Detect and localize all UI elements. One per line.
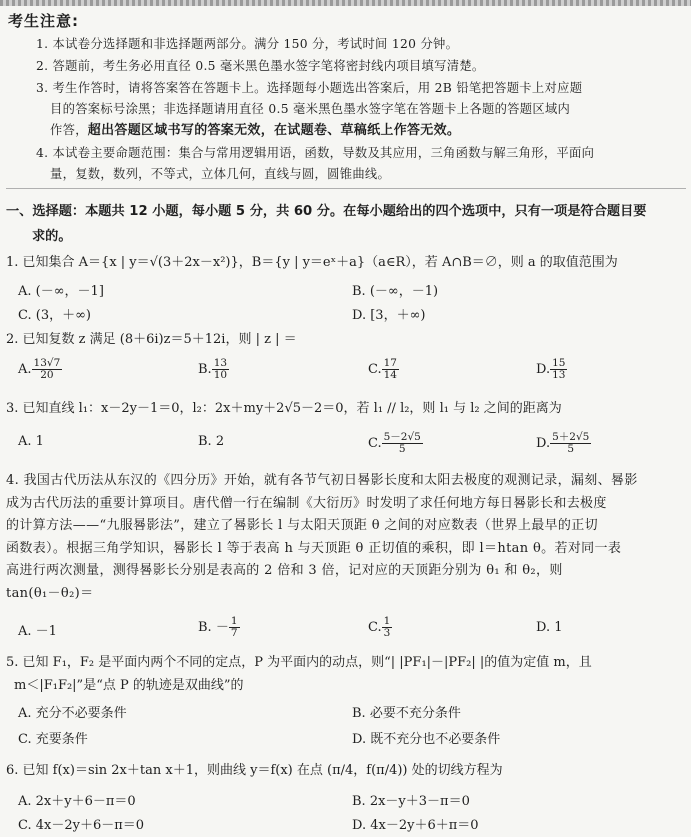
q6-option-a[interactable]: A. 2x＋y＋6－π＝0 <box>18 794 136 809</box>
q3-option-c[interactable]: C. $\frac{5-2√5}{5}$ <box>368 431 421 455</box>
section-heading: 一、选择题：本题共 12 小题，每小题 5 分，共 60 分。在每小题给出的四个选项中，只有一项是符合题目要 求的。 <box>6 204 647 244</box>
q4-option-c[interactable]: C. $\frac{1}{3}$ <box>368 615 391 639</box>
question-1-stem: 1. 已知集合 A＝{x | y＝√(3＋2x－x²)}，B＝{y | y＝eˣ＋a}（a∈R），若 A∩B＝∅，则 a 的取值范围为 <box>6 255 618 270</box>
q1-option-b[interactable]: B. (－∞，－1) <box>352 284 439 299</box>
question-6-stem: 6. 已知 f(x)＝sin 2x＋tan x＋1，则曲线 y＝f(x) 在点 (π/4，f(π/4)) 处的切线方程为 <box>6 763 503 778</box>
question-2-stem: 2. 已知复数 z 满足 (8＋6i)z＝5＋12i，则 | z | ＝ <box>6 332 297 347</box>
q1-option-d[interactable]: D. [3，＋∞) <box>352 308 426 323</box>
q1-option-a[interactable]: A. (－∞，－1] <box>18 284 104 299</box>
q1-option-c[interactable]: C. (3，＋∞) <box>18 308 91 323</box>
q3-option-d[interactable]: D. $\frac{5+2√5}{5}$ <box>536 431 590 455</box>
notice-item-4: 4. 本试卷主要命题范围：集合与常用逻辑用语，函数，导数及其应用，三角函数与解三角形，平面向 <box>36 146 595 160</box>
notice-item-4-cont: 量，复数，数列，不等式，立体几何，直线与圆，圆锥曲线。 <box>50 167 391 181</box>
notice-title: 考生注意: <box>8 12 79 30</box>
q3-option-b[interactable]: B. 2 <box>198 434 225 449</box>
q4-option-a[interactable]: A. －1 <box>18 624 57 639</box>
q6-option-c[interactable]: C. 4x－2y＋6－π＝0 <box>18 818 145 833</box>
notice-box <box>6 10 686 189</box>
notice-item-3: 3. 考生作答时，请将答案答在答题卡上。选择题每小题选出答案后，用 2B 铅笔把答题卡上对应题 <box>36 81 583 95</box>
q6-option-b[interactable]: B. 2x－y＋3－π＝0 <box>352 794 470 809</box>
q4-option-d[interactable]: D. 1 <box>536 620 563 635</box>
question-5-stem-cont: m＜|F₁F₂|”是“点 P 的轨迹是双曲线”的 <box>14 678 244 693</box>
perforation-border <box>0 0 691 6</box>
q6-option-d[interactable]: D. 4x－2y＋6＋π＝0 <box>352 818 479 833</box>
q2-option-d[interactable]: D. $\frac{15}{13}$ <box>536 357 566 381</box>
notice-item-1: 1. 本试卷分选择题和非选择题两部分。满分 150 分，考试时间 120 分钟。 <box>36 37 459 51</box>
notice-item-3-cont: 目的答案标号涂黑；非选择题请用直径 0.5 毫米黑色墨水签字笔在答题卡上各题的答题区域内 <box>50 102 571 116</box>
q3-option-a[interactable]: A. 1 <box>18 434 44 449</box>
notice-item-2: 2. 答题前，考生务必用直径 0.5 毫米黑色墨水签字笔将密封线内项目填写清楚。 <box>36 59 485 73</box>
q2-option-b[interactable]: B. $\frac{13}{10}$ <box>198 357 228 381</box>
question-3-stem: 3. 已知直线 l₁：x－2y－1＝0，l₂：2x＋my＋2√5－2＝0，若 l₁ // l₂，则 l₁ 与 l₂ 之间的距离为 <box>6 401 562 416</box>
notice-item-3-tail: 作答，超出答题区域书写的答案无效，在试题卷、草稿纸上作答无效。 <box>50 123 461 138</box>
q2-option-c[interactable]: C. $\frac{17}{14}$ <box>368 357 397 381</box>
q2-option-a[interactable]: A. $\frac{13√7}{20}$ <box>18 357 61 381</box>
q5-option-d[interactable]: D. 既不充分也不必要条件 <box>352 732 501 747</box>
question-5-stem: 5. 已知 F₁，F₂ 是平面内两个不同的定点，P 为平面内的动点，则“| |PF₁|－|PF₂| |的值为定值 m，且 <box>6 655 592 670</box>
q5-option-a[interactable]: A. 充分不必要条件 <box>18 706 127 721</box>
q5-option-b[interactable]: B. 必要不充分条件 <box>352 706 461 721</box>
q4-option-b[interactable]: B. － $\frac{1}{7}$ <box>198 615 238 639</box>
question-4-stem: 4. 我国古代历法从东汉的《四分历》开始，就有各节气初日晷影长度和太阳去极度的观测记录，漏刻、晷影 成为古代历法的重要计算项目。唐代僧一行在编制《大衍历》时发明了求任何地方每日晷影长和去极度 的计算方法——“九服晷影法”，建立了晷影长 l 与太阳天顶距 θ 之间的对应数表（世界上最早的正切 函数表）。根据三角学知识，晷影长 l 等于表高 h 与天顶距 θ 正切值的乘积，即 l＝htan θ。若对同一表 高进行两次测量，测得晷影长分别是表高的 2 倍和 3 倍，记对应的天顶距分别为 θ₁ 和 θ₂，则 tan(θ₁－θ₂)＝ <box>6 473 638 601</box>
notice-emphasis: 超出答题区域书写的答案无效，在试题卷、草稿纸上作答无效。 <box>87 123 461 138</box>
q5-option-c[interactable]: C. 充要条件 <box>18 732 88 747</box>
